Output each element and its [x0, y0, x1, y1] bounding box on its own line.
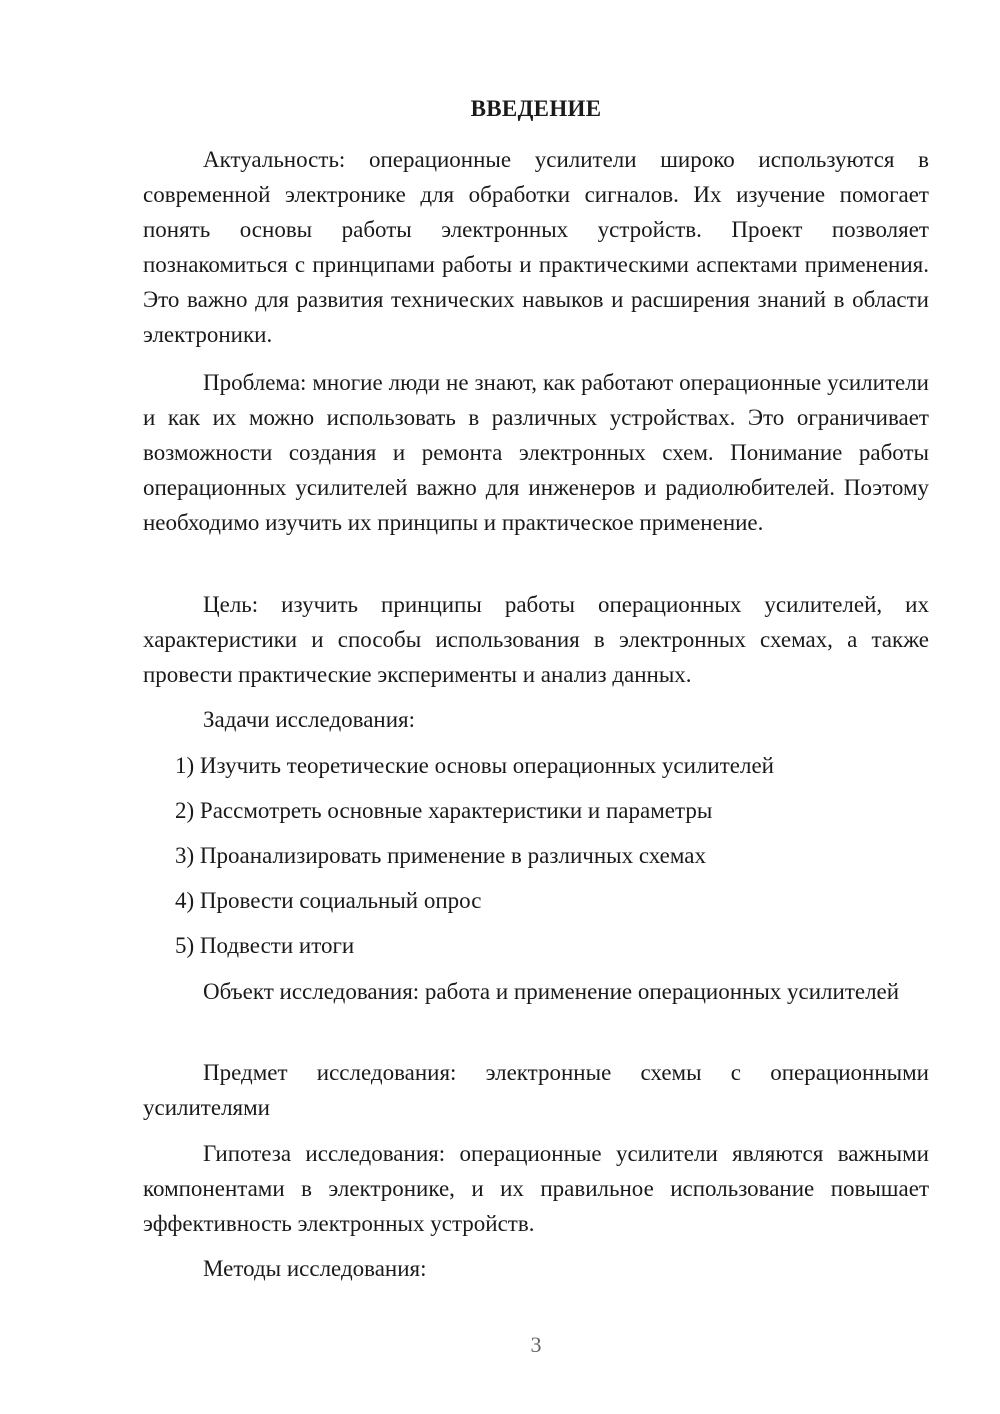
list-item: 3) Проанализировать применение в различных схемах: [175, 843, 706, 868]
paragraph-problem: Проблема: многие люди не знают, как работают операционные усилители и как их можно использовать в различных устройствах. Это ограничивает возможности создания и ремонта электронных схем. Понимание работы операционных усилителей важно для инженеров и радиолюбителей. Поэтому необходимо изучить их принципы и практическое применение.: [143, 370, 929, 535]
tasks-title: Задачи исследования:: [203, 707, 416, 732]
paragraph-object: Объект исследования: работа и применение операционных усилителей: [203, 979, 900, 1004]
section-heading: ВВЕДЕНИЕ: [470, 96, 602, 121]
paragraph-goal: Цель: изучить принципы работы операционных усилителей, их характеристики и способы использования в электронных схемах, а также провести практические эксперименты и анализ данных.: [143, 592, 929, 687]
paragraph-hypothesis: Гипотеза исследования: операционные усилители являются важными компонентами в электронике, и их правильное использование повышает эффективность электронных устройств.: [143, 1141, 929, 1236]
list-item: 1) Изучить теоретические основы операционных усилителей: [175, 753, 774, 778]
paragraph-relevance: Актуальность: операционные усилители широко используются в современной электронике для обработки сигналов. Их изучение помогает понять основы работы электронных устройств. Проект позволяет познакомиться с принципами работы и практическими аспектами применения. Это важно для развития технических навыков и расширения знаний в области электроники.: [143, 147, 929, 347]
paragraph-subject: Предмет исследования: электронные схемы с операционными усилителями: [143, 1060, 929, 1120]
page-number: 3: [530, 1332, 542, 1357]
list-item: 5) Подвести итоги: [175, 933, 355, 958]
list-item: 4) Провести социальный опрос: [175, 888, 482, 913]
methods-title: Методы исследования:: [203, 1256, 427, 1281]
list-item: 2) Рассмотреть основные характеристики и параметры: [175, 798, 713, 823]
